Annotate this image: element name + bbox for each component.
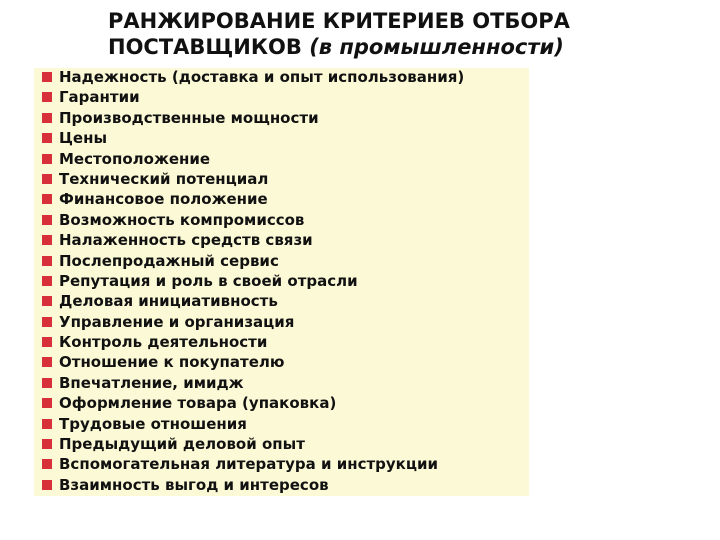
square-bullet-icon: [42, 357, 52, 367]
list-item-label: Гарантии: [59, 88, 140, 107]
list-item: [42, 149, 532, 169]
square-bullet-icon: [42, 337, 52, 347]
list-item: [42, 393, 532, 413]
list-item: [42, 291, 532, 311]
square-bullet-icon: [42, 419, 52, 429]
list-item: [42, 312, 532, 332]
list-item-label: Деловая инициативность: [59, 292, 278, 311]
square-bullet-icon: [42, 92, 52, 102]
square-bullet-icon: [42, 215, 52, 225]
list-item-label: Цены: [59, 129, 108, 148]
square-bullet-icon: [42, 398, 52, 408]
list-item: [42, 87, 532, 107]
list-item: [42, 210, 532, 230]
square-bullet-icon: [42, 317, 52, 327]
square-bullet-icon: [42, 194, 52, 204]
square-bullet-icon: [42, 113, 52, 123]
list-item: [42, 454, 532, 474]
list-item: [42, 128, 532, 148]
list-item: [42, 169, 532, 189]
list-item-label: Финансовое положение: [59, 190, 268, 209]
square-bullet-icon: [42, 480, 52, 490]
list-item-label: Отношение к покупателю: [59, 353, 285, 372]
list-item: [42, 271, 532, 291]
list-item-label: Местоположение: [59, 149, 211, 168]
square-bullet-icon: [42, 72, 52, 82]
list-item-label: Репутация и роль в своей отрасли: [59, 271, 358, 290]
title-line-1: РАНЖИРОВАНИЕ КРИТЕРИЕВ ОТБОРА: [108, 9, 570, 33]
criteria-list: [42, 67, 532, 495]
list-item: [42, 434, 532, 454]
list-item-label: Предыдущий деловой опыт: [59, 435, 305, 454]
list-item: [42, 251, 532, 271]
square-bullet-icon: [42, 296, 52, 306]
square-bullet-icon: [42, 439, 52, 449]
list-item: [42, 332, 532, 352]
title-line-2-italic: (в промышленности): [309, 35, 564, 59]
title-line-2: ПОСТАВЩИКОВ: [108, 35, 302, 59]
list-item-label: Трудовые отношения: [59, 414, 247, 433]
square-bullet-icon: [42, 133, 52, 143]
list-item: [42, 108, 532, 128]
list-item: [42, 475, 532, 495]
list-item-label: Технический потенциал: [59, 169, 269, 188]
list-item: [42, 352, 532, 372]
list-item-label: Производственные мощности: [59, 108, 319, 127]
square-bullet-icon: [42, 459, 52, 469]
list-item-label: Управление и организация: [59, 312, 295, 331]
square-bullet-icon: [42, 235, 52, 245]
list-item-label: Вспомогательная литература и инструкции: [59, 455, 438, 474]
square-bullet-icon: [42, 174, 52, 184]
list-item: [42, 373, 532, 393]
list-item: [42, 230, 532, 250]
list-item-label: Послепродажный сервис: [59, 251, 279, 270]
page-title: [108, 8, 668, 60]
list-item-label: Налаженность средств связи: [59, 231, 313, 250]
list-item-label: Контроль деятельности: [59, 333, 268, 352]
list-item-label: Взаимность выгод и интересов: [59, 475, 329, 494]
list-item-label: Надежность (доставка и опыт использования): [59, 68, 465, 86]
list-item: [42, 189, 532, 209]
square-bullet-icon: [42, 276, 52, 286]
list-item-label: Оформление товара (упаковка): [59, 394, 337, 413]
list-item-label: Возможность компромиссов: [59, 210, 305, 229]
square-bullet-icon: [42, 256, 52, 266]
list-item: [42, 414, 532, 434]
list-item-label: Впечатление, имидж: [59, 373, 244, 392]
square-bullet-icon: [42, 378, 52, 388]
list-item: [42, 67, 532, 87]
square-bullet-icon: [42, 154, 52, 164]
